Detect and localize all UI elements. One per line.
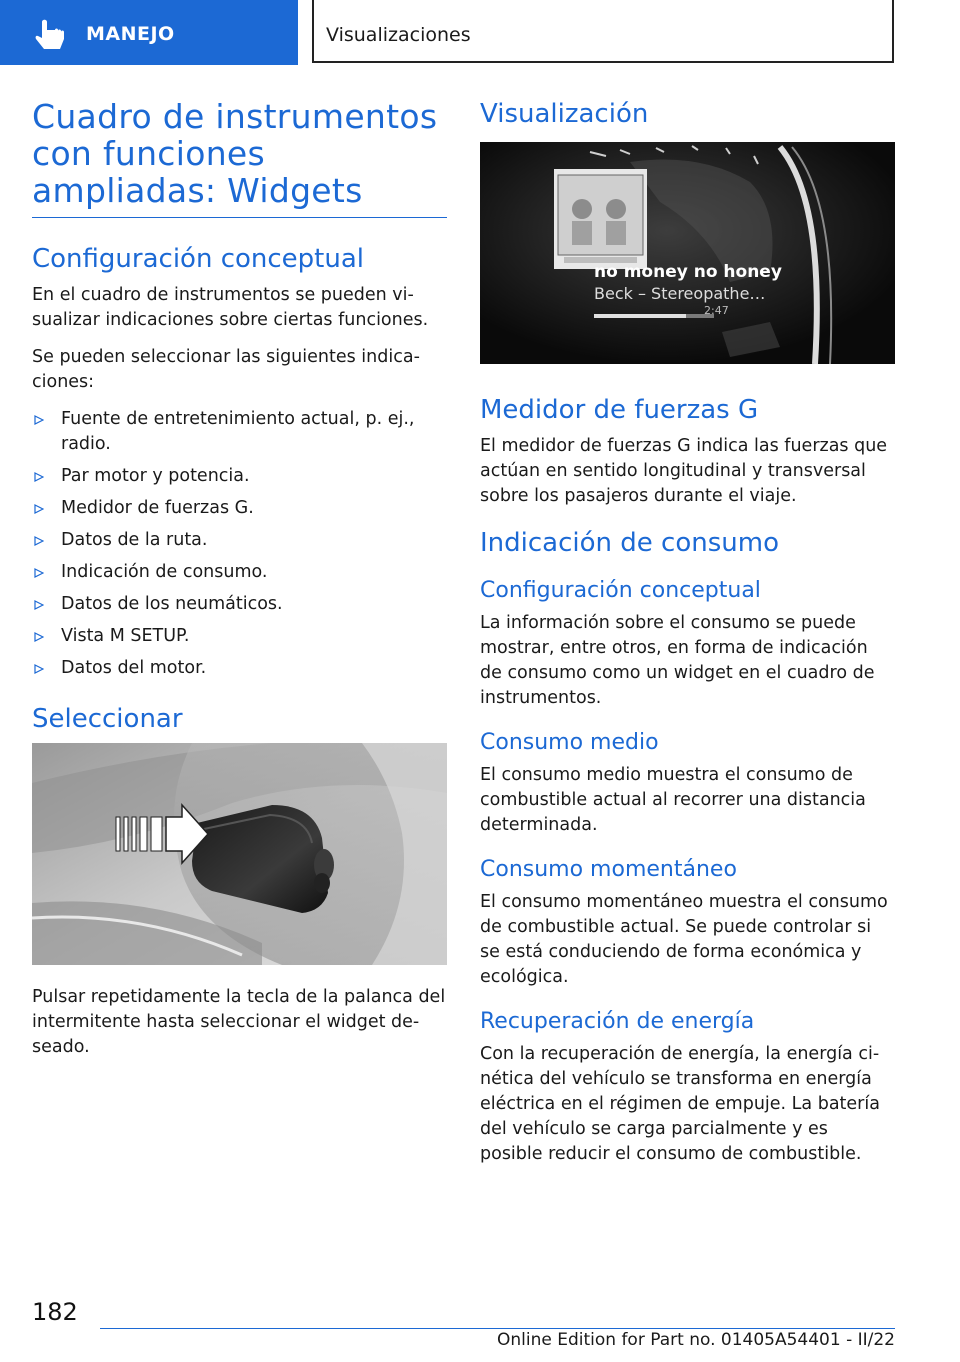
triangle-bullet-icon (34, 415, 44, 425)
consumption-concept-heading: Configuración conceptual (480, 578, 761, 603)
list-item: Vista M SETUP. (32, 624, 447, 649)
consumption-concept-paragraph: La información sobre el consumo se puede mostrar, entre otros, en forma de indicación de consumo como un widget en el cuadro de instrumentos. (480, 613, 875, 708)
instant-consumption-heading: Consumo momentáneo (480, 857, 737, 882)
footer-divider (100, 1328, 895, 1329)
consumption-heading: Indicación de consumo (480, 528, 779, 558)
triangle-bullet-icon (34, 568, 44, 578)
track-time: 2:47 (704, 304, 729, 317)
turn-signal-lever-illustration (32, 743, 447, 965)
album-cover-icon (554, 169, 647, 269)
list-item: Par motor y potencia. (32, 464, 447, 489)
right-column (480, 98, 895, 1179)
concept-paragraph-2: Se pueden seleccionar las siguientes indicaciones: (32, 347, 420, 392)
energy-recovery-paragraph: Con la recuperación de energía, la energía cinética del vehículo se transforma en energía eléctrica en el régimen de empuje. La batería del vehículo se carga parcialmente y es posible reducir el consumo de combustible. (480, 1044, 880, 1164)
concept-paragraph-1: En el cuadro de instrumentos se pueden visualizar indicaciones sobre ciertas funciones. (32, 285, 429, 330)
chapter-header (312, 0, 894, 63)
instant-consumption-paragraph: El consumo momentáneo muestra el consumo de combustible actual. Se puede controlar si se está conduciendo de forma económica y ecológica. (480, 892, 888, 987)
title-divider (32, 217, 447, 218)
select-paragraph: Pulsar repetidamente la tecla de la palanca del intermitente hasta seleccionar el widget deseado. (32, 987, 446, 1057)
triangle-bullet-icon (34, 600, 44, 610)
page-number: 182 (32, 1298, 78, 1326)
select-heading: Seleccionar (32, 704, 183, 734)
section-label: MANEJO (86, 23, 175, 45)
list-item: Datos de los neumáticos. (32, 592, 447, 617)
list-item: Indicación de consumo. (32, 560, 447, 585)
triangle-bullet-icon (34, 504, 44, 514)
triangle-bullet-icon (34, 664, 44, 674)
triangle-bullet-icon (34, 472, 44, 482)
concept-heading: Configuración conceptual (32, 244, 364, 274)
instrument-cluster-image (480, 142, 895, 364)
page-title: Cuadro de instrumentos con funciones ampliadas: Widgets (32, 97, 438, 210)
edition-note: Online Edition for Part no. 01405A54401 - II/22 (496, 1330, 895, 1350)
gforce-heading: Medidor de fuerzas G (480, 395, 759, 425)
list-item: Fuente de entretenimiento actual, p. ej., radio. (32, 407, 447, 457)
track-artist: Beck – Stereopathe… (594, 284, 766, 303)
list-item: Medidor de fuerzas G. (32, 496, 447, 521)
list-item: Datos de la ruta. (32, 528, 447, 553)
list-item: Datos del motor. (32, 656, 447, 681)
track-title: no money no honey (594, 262, 782, 282)
section-tab[interactable] (0, 0, 298, 65)
average-consumption-paragraph: El consumo medio muestra el consumo de combustible actual al recorrer una distancia determinada. (480, 765, 866, 835)
left-column (32, 98, 447, 1072)
widget-list (32, 407, 447, 681)
chapter-label: Visualizaciones (326, 24, 471, 46)
triangle-bullet-icon (34, 632, 44, 642)
energy-recovery-heading: Recuperación de energía (480, 1009, 755, 1034)
average-consumption-heading: Consumo medio (480, 730, 659, 755)
triangle-bullet-icon (34, 536, 44, 546)
display-heading: Visualización (480, 99, 649, 129)
hand-pointer-icon (34, 18, 68, 52)
gforce-paragraph: El medidor de fuerzas G indica las fuerzas que actúan en sentido longitudinal y transversal sobre los pasajeros durante el viaje. (480, 436, 888, 506)
